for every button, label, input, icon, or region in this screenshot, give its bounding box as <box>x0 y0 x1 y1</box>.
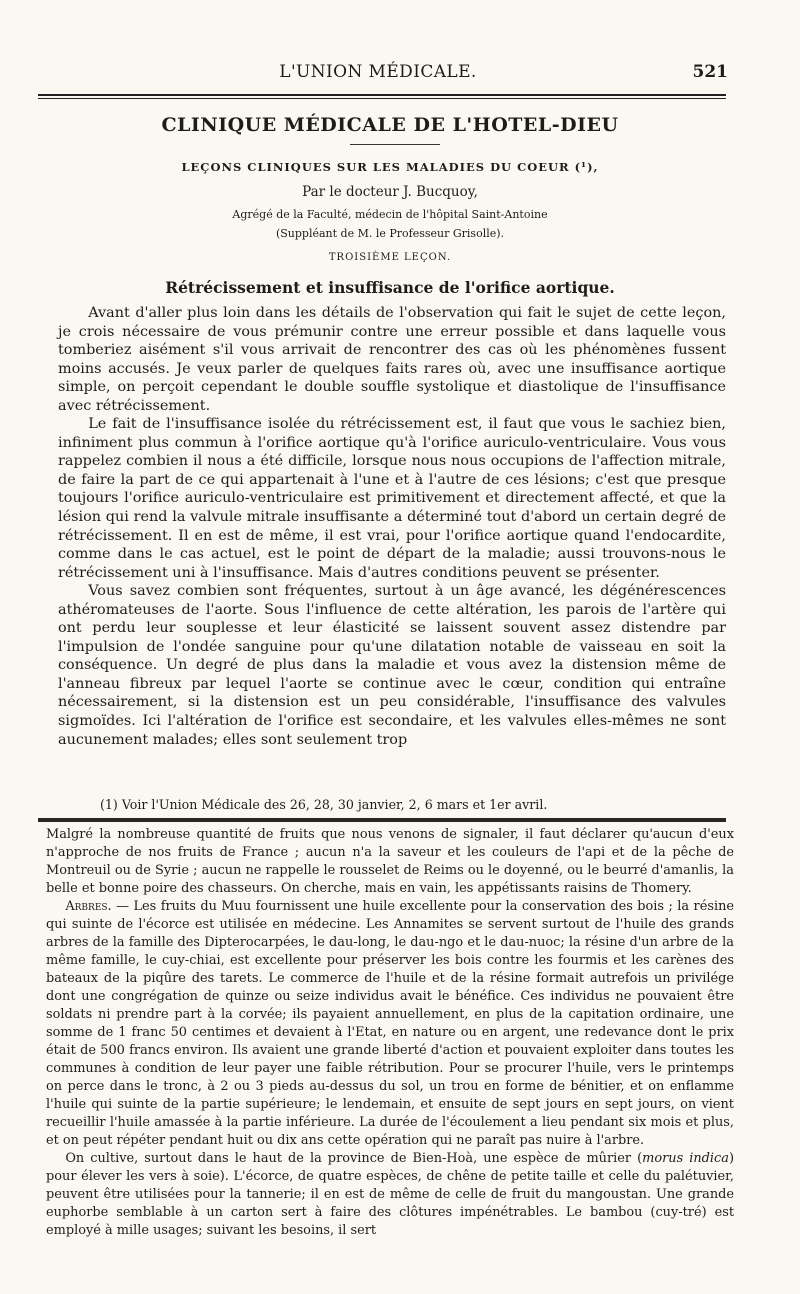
author-line: Par le docteur J. Bucquoy, <box>302 184 478 200</box>
separator-rule <box>38 818 726 822</box>
title-rule <box>350 144 440 145</box>
paragraph: Malgré la nombreuse quantité de fruits que nous venons de signaler, il faut déclarer qu'aucun d'eux n'approche de nos fruits de France ; aucun n'a la saveur et les couleurs de l'api et de la pêche de Montreuil ou de Syrie ; aucun ne rappelle le rousselet de Reims ou le doyenné, ou le beurré d'amanlis, la belle et bonne poire des chasseurs. On cherche, mais en vain, les appétissants raisins de Thomery. <box>46 827 734 896</box>
trees-label: Arbres. <box>65 899 112 914</box>
series-title: LEÇONS CLINIQUES SUR LES MALADIES DU COEUR (¹), <box>181 160 599 174</box>
lecture-subject: Rétrécissement et insuffisance de l'orifice aortique. <box>165 278 615 297</box>
cultivation-text: On cultive, surtout dans le haut de la province de Bien-Hoà, une espèce de mûrier ( <box>65 1151 643 1166</box>
running-head <box>38 58 728 90</box>
header-rule <box>38 94 726 96</box>
paragraph: Le fait de l'insuffisance isolée du rétrécissement est, il faut que vous le sachiez bien, infiniment plus commun à l'orifice aortique qu'à l'orifice auriculo-ventriculaire. Vous vous rappelez combien il nous a été difficile, lorsque nous nous occupions de l'affection mitrale, de faire la part de ce qui appartenait à l'une et à l'autre de ces lésions; c'est que presque toujours l'orifice auriculo-ventriculaire est primitivement et directement affecté, et que la lésion qui rend la valvule mitrale insuffisante a déterminé tout d'abord un certain degré de rétrécissement. Il en est de même, il est vrai, pour l'orifice aortique quand l'endocardite, comme dans le cas actuel, est le point de départ de la maladie; aussi trouvons-nous le rétrécissement uni à l'insuffisance. Mais d'autres conditions peuvent se présenter. <box>58 416 726 581</box>
lecture-number: TROISIÈME LEÇON. <box>328 252 452 263</box>
trees-text: — Les fruits du Muu fournissent une huile excellente pour la conservation des bois ; la résine qui suinte de l'écorce est utilisée en médecine. Les Annamites se servent surtout de l'huile des grands arbres de la famille des Dipterocarpées, le dau-long, le dau-ngo et le dau-nuoc; la résine d'un arbre de la même famille, le cuy-chiai, est excellente pour préserver les bois contre les fourmis et les carènes des bateaux de la piqûre des tarets. Le commerce de l'huile et de la résine formait autrefois un privilége dont une congrégation de quinze ou seize individus avait le bénéfice. Ces individus ne pouvaient être soldats ni prendre part à la corvée; ils payaient annuellement, en plus de la capitation ordinaire, une somme de 1 franc 50 centimes et devaient à l'Etat, en nature ou en argent, une redevance dont le prix était de 500 francs environ. Ils avaient une grande liberté d'action et pouvaient exploiter dans toutes les communes à condition de leur payer une faible rétribution. Pour se procurer l'huile, vers le printemps on perce dans le tronc, à 2 ou 3 pieds au-dessus du sol, un trou en forme de bénitier, et on enflamme l'huile qui suinte de la partie supérieure; le lendemain, et ensuite de sept jours en sept jours, on vient recueillir l'huile amassée à la partie inférieure. La durée de l'écoulement a lieu pendant six mois et plus, et on peut répéter pendant huit ou dix ans cette opération qui ne paraît pas nuire à l'arbre. <box>46 899 734 1148</box>
header-rule-thin <box>38 98 726 99</box>
substitute-line: (Suppléant de M. le Professeur Grisolle). <box>275 227 505 240</box>
latin-name: morus indica <box>642 1151 729 1166</box>
lower-article <box>46 826 734 1240</box>
paragraph: Vous savez combien sont fréquentes, surtout à un âge avancé, les dégénérescences athéromateuses de l'aorte. Sous l'influence de cette altération, les parois de l'artère qui ont perdu leur souplesse et leur élasticité se laissent souvent assez distendre par l'impulsion de l'ondée sanguine pour qu'une dilatation notable de vaisseau en soit la conséquence. Un degré de plus dans la maladie et vous avez la distension même de l'anneau fibreux par lequel l'aorte se continue avec le cœur, condition qui entraîne nécessairement, si la distension est un peu considérable, l'insuffisance des valvules sigmoïdes. Ici l'altération de l'orifice est secondaire, et les valvules elles-mêmes ne sont aucunement malades; elles sont seulement trop <box>58 583 726 748</box>
affiliation-line: Agrégé de la Faculté, médecin de l'hôpital Saint-Antoine <box>232 208 548 221</box>
paragraph <box>46 898 734 1150</box>
paragraph: Avant d'aller plus loin dans les détails de l'observation qui fait le sujet de cette leçon, je crois nécessaire de vous prémunir contre une erreur possible et dans laquelle vous tomberiez aisément s'il vous arrivait de rencontrer des cas où les phénomènes fussent moins accusés. Je veux parler de quelques faits rares où, avec une insuffisance aortique simple, on perçoit cependant le double souffle systolique et diastolique de l'insuffisance avec rétrécissement. <box>58 305 726 414</box>
page-number: 521 <box>692 62 728 82</box>
section-title: CLINIQUE MÉDICALE DE L'HOTEL-DIEU <box>161 114 619 136</box>
cultivation-text-end: ) pour élever les vers à soie). L'écorce, de quatre espèces, de chêne de petite taille et celle du palétuvier, peuvent être utilisées pour la tannerie; il en est de même de celle de fruit du mangoustan. Une grande euphorbe semblable à un carton sert à faire des clôtures impénétrables. Le bambou (cuy-tré) est employé à mille usages; suivant les besoins, il sert <box>46 1151 734 1238</box>
paragraph <box>46 1150 734 1240</box>
footnote: (1) Voir l'Union Médicale des 26, 28, 30 janvier, 2, 6 mars et 1er avril. <box>100 797 548 812</box>
journal-title: L'UNION MÉDICALE. <box>279 62 477 82</box>
article-body <box>58 304 726 749</box>
